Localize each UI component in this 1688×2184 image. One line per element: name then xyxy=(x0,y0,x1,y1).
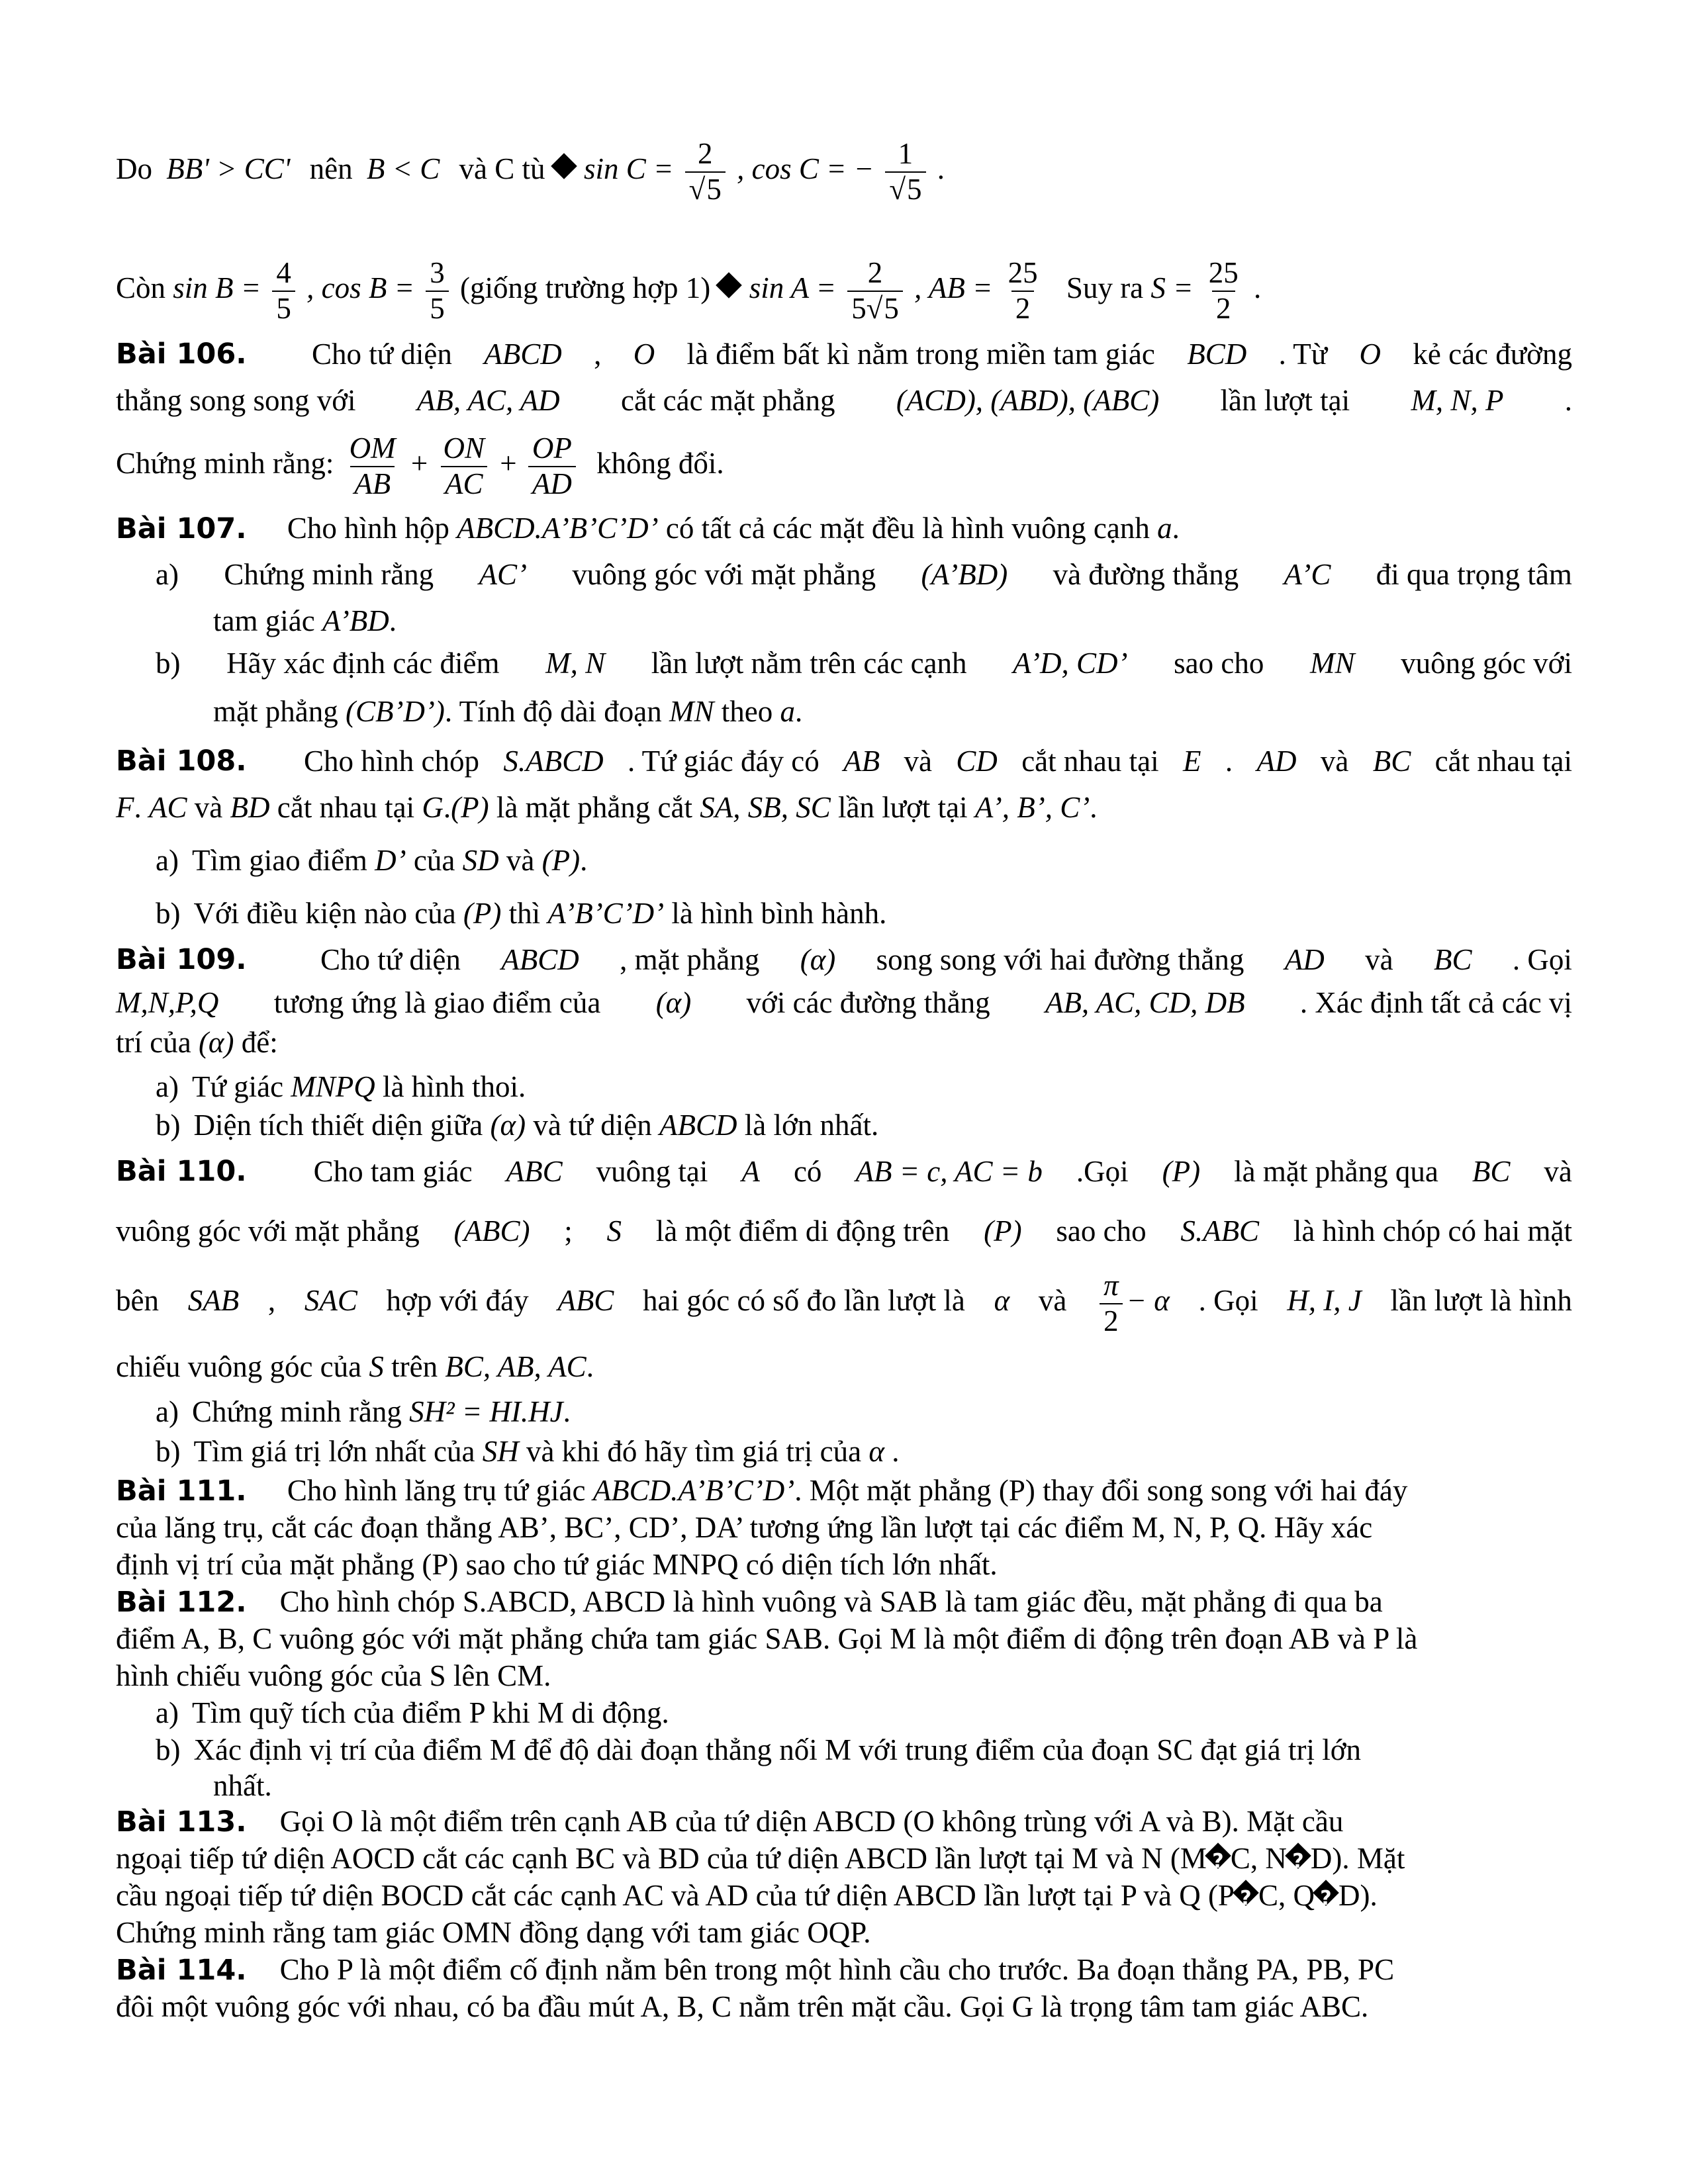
problem-107-part-a: a) Chứng minh rằng AC’ vuông góc với mặt phẳng (A’BD) và đường thẳng A’C đi qua trọng tâm xyxy=(156,558,1572,591)
problem-111-line-3: định vị trí của mặt phẳng (P) sao cho tứ giác MNPQ có diện tích lớn nhất. xyxy=(116,1548,998,1581)
problem-107-part-b-line-2: mặt phẳng (CB’D’). Tính độ dài đoạn MN theo a. xyxy=(213,695,803,728)
problem-111: Bài 111. Cho hình lăng trụ tứ giác ABCD.A’B’C’D’. Một mặt phẳng (P) thay đổi song song với hai đáy xyxy=(116,1474,1408,1508)
problem-110-line-2: vuông góc với mặt phẳng (ABC) ; S là một điểm di động trên (P) sao cho S.ABC là hình chóp có hai mặt xyxy=(116,1214,1572,1248)
replacement-glyph-icon xyxy=(718,274,741,302)
problem-113-line-2: ngoại tiếp tứ diện AOCD cắt các cạnh BC và BD của tứ diện ABCD lần lượt tại M và N (M? C, N? D). Mặt xyxy=(116,1839,1572,1878)
problem-114-line-2: đôi một vuông góc với nhau, có ba đầu mút A, B, C nằm trên mặt cầu. Gọi G là trọng tâm tam giác ABC. xyxy=(116,1990,1369,2023)
problem-113: Bài 113. Gọi O là một điểm trên cạnh AB của tứ diện ABCD (O không trùng với A và B). Mặt cầu xyxy=(116,1805,1344,1839)
replacement-glyph-icon xyxy=(1235,1882,1258,1909)
problem-109-line-3: trí của (α) để: xyxy=(116,1026,278,1059)
solution-line-2: Còn sin B = $\frac{4}{5}$ , cos B = $\frac{3}{5}$ (giống trường hợp 1) ? sin A = $\frac{2}{5√5}$ , AB = $\frac{25}{2}$ Suy ra S = $\frac{25}{2}$ . xyxy=(116,248,1572,328)
problem-112: Bài 112. Cho hình chóp S.ABCD, ABCD là hình vuông và SAB là tam giác đều, mặt phẳng đi qua ba xyxy=(116,1585,1383,1619)
problem-114: Bài 114. Cho P là một điểm cố định nằm bên trong một hình cầu cho trước. Ba đoạn thẳng PA, PB, PC xyxy=(116,1953,1395,1987)
problem-106-line-2: thẳng song song với AB, AC, AD cắt các mặt phẳng (ACD), (ABD), (ABC) lần lượt tại M, N, P . xyxy=(116,384,1572,417)
solution-line-1: Do BB' > CC' nên B < C và C tù ? sin C = $\frac{2}{√5}$ , cos C = − $\frac{1}{√5}$ . xyxy=(116,129,1572,208)
problem-110-line-4: chiếu vuông góc của S trên BC, AB, AC. xyxy=(116,1350,594,1383)
problem-106: Bài 106. Cho tứ diện ABCD , O là điểm bất kì nằm trong miền tam giác BCD . Từ O kẻ các đường xyxy=(116,338,1572,371)
problem-112-line-2: điểm A, B, C vuông góc với mặt phẳng chứa tam giác SAB. Gọi M là một điểm di động trên đoạn AB và P là xyxy=(116,1622,1418,1655)
problem-112-part-b-line-2: nhất. xyxy=(213,1769,272,1802)
problem-109-line-2: M,N,P,Q tương ứng là giao điểm của (α) với các đường thẳng AB, AC, CD, DB . Xác định tất cả các vị xyxy=(116,986,1572,1019)
problem-108-line-2: F. AC và BD cắt nhau tại G.(P) là mặt phẳng cắt SA, SB, SC lần lượt tại A’, B’, C’. xyxy=(116,791,1098,824)
problem-109-part-a: a) Tứ giác MNPQ là hình thoi. xyxy=(156,1070,526,1103)
replacement-glyph-icon xyxy=(1315,1882,1338,1909)
problem-111-line-2: của lăng trụ, cắt các đoạn thẳng AB’, BC’, CD’, DA’ tương ứng lần lượt tại các điểm M, N, P, Q. Hãy xác xyxy=(116,1511,1373,1544)
problem-109-part-b: b) Diện tích thiết diện giữa (α) và tứ diện ABCD là lớn nhất. xyxy=(156,1109,879,1142)
problem-110-part-b: b) Tìm giá trị lớn nhất của SH và khi đó hãy tìm giá trị của α . xyxy=(156,1435,900,1468)
problem-112-part-a: a) Tìm quỹ tích của điểm P khi M di động. xyxy=(156,1696,669,1729)
problem-108-part-a: a) Tìm giao điểm D’ của SD và (P). xyxy=(156,844,588,877)
problem-112-line-3: hình chiếu vuông góc của S lên CM. xyxy=(116,1659,551,1692)
problem-106-line-3: Chứng minh rằng: $\frac{OM}{AB}$ + $\frac{ON}{AC}$ + $\frac{OP}{AD}$ không đổi. xyxy=(116,431,724,500)
problem-110-part-a: a) Chứng minh rằng SH² = HI.HJ. xyxy=(156,1395,571,1428)
replacement-glyph-icon xyxy=(1287,1844,1311,1872)
problem-112-part-b: b) Xác định vị trí của điểm M để độ dài đoạn thẳng nối M với trung điểm của đoạn SC đạt giá trị lớn xyxy=(156,1733,1362,1766)
problem-110: Bài 110. Cho tam giác ABC vuông tại A có AB = c, AC = b .Gọi (P) là mặt phẳng qua BC và xyxy=(116,1155,1572,1188)
problem-107: Bài 107. Cho hình hộp ABCD.A’B’C’D’ có tất cả các mặt đều là hình vuông cạnh a. xyxy=(116,512,1180,545)
problem-110-line-3: bên SAB , SAC hợp với đáy ABC hai góc có số đo lần lượt là α và $\frac{\pi}{2}$ − α . Gọi H, I, J lần lượt là hình xyxy=(116,1268,1572,1338)
problem-113-line-4: Chứng minh rằng tam giác OMN đồng dạng với tam giác OQP. xyxy=(116,1916,871,1949)
problem-113-line-3: cầu ngoại tiếp tứ diện BOCD cắt các cạnh AC và AD của tứ diện ABCD lần lượt tại P và Q (P? C, Q? D). xyxy=(116,1876,1572,1915)
problem-107-part-a-line-2: tam giác A’BD. xyxy=(213,604,397,637)
replacement-glyph-icon xyxy=(1207,1844,1231,1872)
problem-108: Bài 108. Cho hình chóp S.ABCD . Tứ giác đáy có AB và CD cắt nhau tại E . AD và BC cắt nhau tại xyxy=(116,745,1572,778)
problem-108-part-b: b) Với điều kiện nào của (P) thì A’B’C’D’ là hình bình hành. xyxy=(156,897,887,930)
replacement-glyph-icon xyxy=(553,155,577,183)
problem-107-part-b: b) Hãy xác định các điểm M, N lần lượt nằm trên các cạnh A’D, CD’ sao cho MN vuông góc với xyxy=(156,647,1572,680)
problem-109: Bài 109. Cho tứ diện ABCD , mặt phẳng (α) song song với hai đường thẳng AD và BC . Gọi xyxy=(116,943,1572,976)
